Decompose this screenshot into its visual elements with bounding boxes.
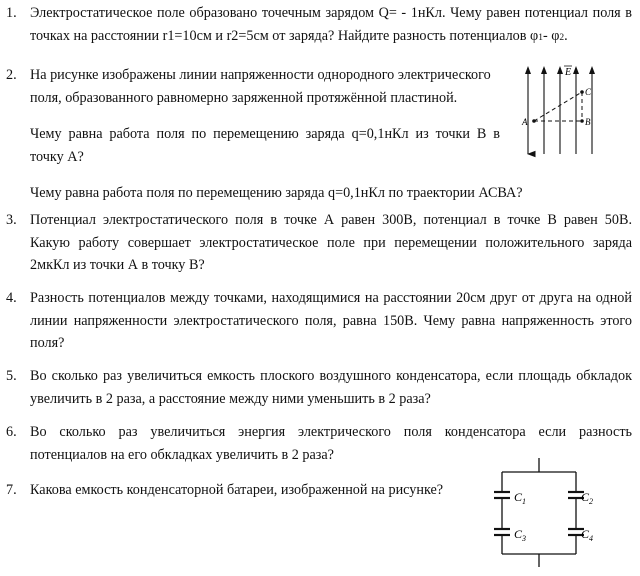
question-number: 3. — [6, 212, 17, 228]
question-text — [30, 479, 470, 502]
question-number: 7. — [6, 482, 17, 498]
text-line: поля, образованного равномерно заряженной протяжённой пластиной. — [30, 89, 458, 106]
text-line: увеличить в 2 раза, а расстояние между ними уменьшить в 2 раза? — [30, 390, 431, 407]
capacitor-circuit-figure — [488, 458, 598, 568]
label-c1: $C_1$ — [514, 490, 527, 506]
question-number: 4. — [6, 290, 17, 306]
label-c3: $C_3$ — [514, 527, 527, 543]
label-c2: $C_2$ — [581, 490, 594, 506]
text-line: Во сколько раз увеличиться емкость плоского воздушного конденсатора, если площадь обкладок — [30, 368, 632, 384]
text-line: Какую работу совершает электростатическое поле при перемещении положительного заряда — [30, 234, 632, 251]
text-line: потенциалов на его обкладках увеличить в 2 раза? — [30, 446, 334, 463]
text-line: Электростатическое поле образовано точечным зарядом Q= - 1нКл. Чему равен потенциал поля в — [30, 5, 632, 21]
label-e: E — [565, 67, 572, 78]
text-line: На рисунке изображены линии напряженности однородного электрического — [30, 67, 491, 83]
text-line: точку А? — [30, 148, 84, 165]
text-line: Разность потенциалов между точками, находящимися на расстоянии 20см друг от друга на одной — [30, 290, 632, 306]
text-line: Какова емкость конденсаторной батареи, изображенной на рисунке? — [30, 482, 444, 498]
label-c: C — [585, 87, 592, 97]
label-b: B — [585, 117, 591, 127]
text-line: поля? — [30, 335, 65, 351]
text-line: точках на расстоянии r1=10см и r2=5см от заряда? Найдите разность потенциалов φ1- φ2. — [30, 27, 568, 44]
question-text — [30, 365, 632, 410]
question-number: 5. — [6, 368, 17, 384]
question-number: 6. — [6, 424, 17, 440]
question-number: 2. — [6, 67, 17, 83]
text-line: Потенциал электростатического поля в точке А равен 300В, потенциал в точке В равен 50В. — [30, 212, 632, 228]
text-line: Во сколько раз увеличиться энергия электрического поля конденсатора если разность — [30, 424, 632, 440]
question-text — [30, 209, 632, 277]
field-lines-figure — [515, 62, 615, 162]
question-number: 1. — [6, 5, 17, 21]
text-line: линии напряженности электростатического поля, равна 150В. Чему равна напряженность этого — [30, 312, 632, 329]
question-text — [30, 287, 632, 355]
text-line: Чему равна работа поля по перемещению заряда q=0,1нКл по траектории АСВА? — [30, 185, 523, 201]
text-line: Чему равна работа поля по перемещению заряда q=0,1нКл из точки В в — [30, 126, 500, 142]
label-a: A — [522, 117, 528, 127]
question-text — [30, 2, 632, 49]
text-line: 2мкКл из точки А в точку В? — [30, 257, 205, 273]
question-text — [30, 64, 523, 205]
label-c4: $C_4$ — [581, 527, 594, 543]
